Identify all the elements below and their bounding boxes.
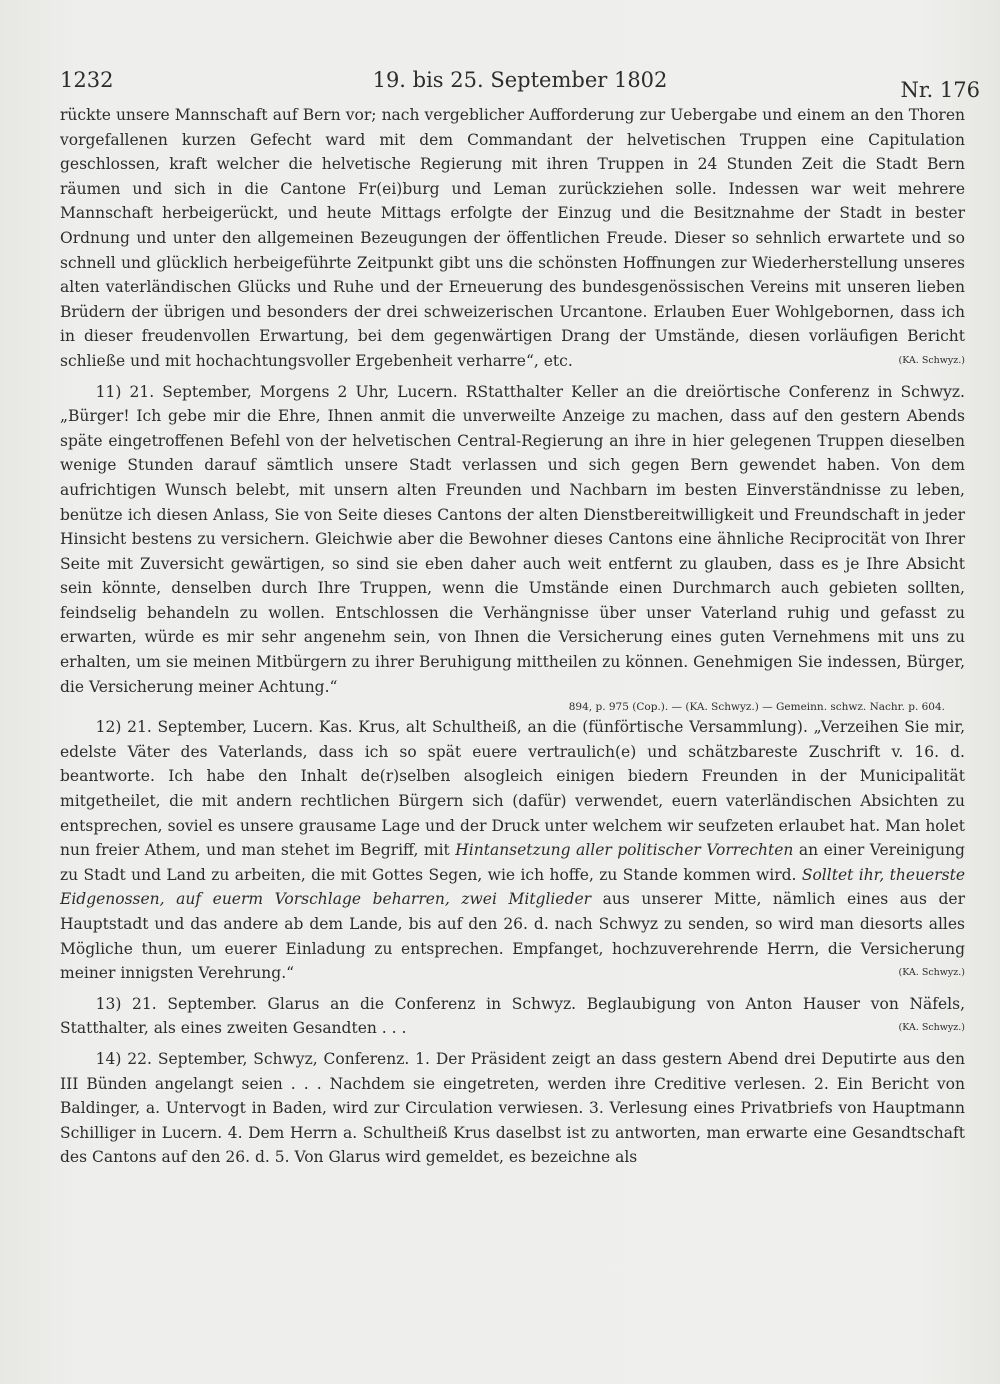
citation-note: 894, p. 975 (Cop.). — (KA. Schwyz.) — Gemeinn. schwz. Nachr. p. 604. — [568, 701, 945, 714]
page-number: 1232 — [60, 68, 114, 92]
source-note: (KA. Schwyz.) — [898, 354, 965, 366]
main-text — [60, 103, 965, 1170]
entry-10-continuation — [60, 103, 965, 374]
italic-passage: Solltet ihr, theuerste Eidgenossen, auf euerm Vorschlage beharren, zwei Mitglieder — [60, 865, 965, 909]
entry-14 — [60, 1047, 965, 1170]
italic-passage: Hintansetzung aller politischer Vorrechten — [455, 841, 794, 860]
page-header — [60, 68, 980, 102]
entry-text-part: aus unserer Mitte, nämlich eines aus der Hauptstadt und das andere ab dem Lande, bis auf den 26. d. nach Schwyz zu senden, so wird man diesorts alles Mögliche thun, um euerer Einladung zu entsprechen. Empfanget, hochzuverehrende Herrn, die Versicherung meiner innigsten Verehrung.“ — [60, 890, 965, 983]
entry-text: 11) 21. September, Morgens 2 Uhr, Lucern. RStatthalter Keller an die dreiörtische Conferenz in Schwyz. „Bürger! Ich gebe mir die Ehre, Ihnen anmit die unverweilte Anzeige zu machen, dass auf den gestern Abends späte eingetroffenen Befehl von der helvetischen Central-Regierung an ihre in hier gelegenen Truppen dieselben wenige Stunden darauf sämtlich unsere Stadt verlassen und sich gegen Bern gewendet haben. Von dem aufrichtigen Wunsch belebt, mit unsern alten Freunden und Nachbarn im besten Einverständnisse zu leben, benütze ich diesen Anlass, Sie von Seite dieses Cantons der alten Dienstbereitwilligkeit und Freundschaft in jeder Hinsicht bestens zu versichern. Gleichwie aber die Bewohner dieses Cantons eine ähnliche Reciprocität von Ihrer Seite mit Zuversicht gewärtigen, so sind sie eben daher auch weit entfernt zu glauben, dass es je Ihre Absicht sein könnte, denselben durch Ihre Truppen, wenn die Umstände einen Durchmarch auch gebieten sollten, feindselig behandeln zu wollen. Entschlossen die Verhängnisse über unser Vaterland ruhig und gefasst zu erwarten, würde es mir sehr angenehm sein, von Ihnen die Versicherung eines guten Vernehmens mit uns zu erhalten, um sie meinen Mitbürgern zu ihrer Beruhigung mittheilen zu können. Genehmigen Sie indessen, Bürger, die Versicherung meiner Achtung.“ — [60, 382, 965, 696]
entry-number: Nr. 176 — [900, 78, 980, 102]
source-note: (KA. Schwyz.) — [898, 1022, 965, 1034]
source-note: (KA. Schwyz.) — [898, 967, 965, 979]
entry-11 — [60, 380, 965, 700]
entry-text-part: an einer Vereinigung zu Stadt und Land zu arbeiten, die mit Gottes Segen, wie ich hoffe, zu Stande kommen wird. — [60, 841, 965, 884]
entry-text: rückte unsere Mannschaft auf Bern vor; nach vergeblicher Aufforderung zur Uebergabe und einem an den Thoren vorgefallenen kurzen Gefecht ward mit dem Commandant der helvetischen Truppen eine Capitulation geschlossen, kraft welcher die helvetische Regierung mit ihren Truppen in 24 Stunden Zeit die Stadt Bern räumen und sich in die Cantone Fr(ei)burg und Leman zurückziehen solle. Indessen war weit mehrere Mannschaft herbeigerückt, und heute Mittags erfolgte der Einzug und die Besitznahme der Stadt in bester Ordnung und unter den allgemeinen Bezeugungen der öffentlichen Freude. Dieser so sehnlich erwartete und so schnell und glücklich herbeigeführte Zeitpunkt gibt uns die schönsten Hoffnungen zur Wiederherstellung unseres alten vaterländischen Glücks und Ruhe und der Erneuerung des bundesgenössischen Vereins mit unseren lieben Brüdern der übrigen und besonders der drei schweizerischen Urcantone. Erlauben Euer Wohlgebornen, dass ich in dieser freudenvollen Erwartung, bei dem gegenwärtigen Drang der Umstände, diesen vorläufigen Bericht schließe und mit hochachtungsvoller Ergebenheit verharre“, etc. — [60, 106, 965, 370]
entry-12 — [60, 715, 965, 986]
entry-text-part: 12) 21. September, Lucern. Kas. Krus, alt Schultheiß, an die (fünförtische Versammlung). „Verzeihen Sie mir, edelste Väter des Vaterlands, dass ich so spät euere vertraulich(e) und schätzbareste Zuschrift v. 16. d. beantworte. Ich habe den Inhalt de(r)selben alsogleich einigen biedern Freunden in der Municipalität mitgetheilet, die mit andern rechtlichen Bürgern sich (dafür) verwendet, euern vaterländischen Absichten zu entsprechen, soviel es unsere grausame Lage und der Druck unter welchem wir seufzeten erlaubet hat. Man holet nun freier Athem, und man stehet im Begriff, mit — [60, 718, 965, 860]
running-title-dates: 19. bis 25. September 1802 — [372, 68, 668, 92]
entry-text: 14) 22. September, Schwyz, Conferenz. 1. Der Präsident zeigt an dass gestern Abend drei Deputirte aus den III Bünden angelangt seien . . . Nachdem sie eingetreten, werden ihre Creditive verlesen. 2. Ein Bericht von Baldinger, a. Untervogt in Baden, wird zur Circulation verwiesen. 3. Verlesung eines Privatbriefs von Hauptmann Schilliger in Lucern. 4. Dem Herrn a. Schultheiß Krus daselbst ist zu antworten, man erwarte eine Gesandtschaft des Cantons auf den 26. d. 5. Von Glarus wird gemeldet, es bezeichne als — [60, 1049, 965, 1167]
entry-text: 13) 21. September. Glarus an die Conferenz in Schwyz. Beglaubigung von Anton Hauser von Näfels, Statthalter, als eines zweiten Gesandten . . . — [60, 994, 965, 1038]
entry-13 — [60, 992, 965, 1041]
